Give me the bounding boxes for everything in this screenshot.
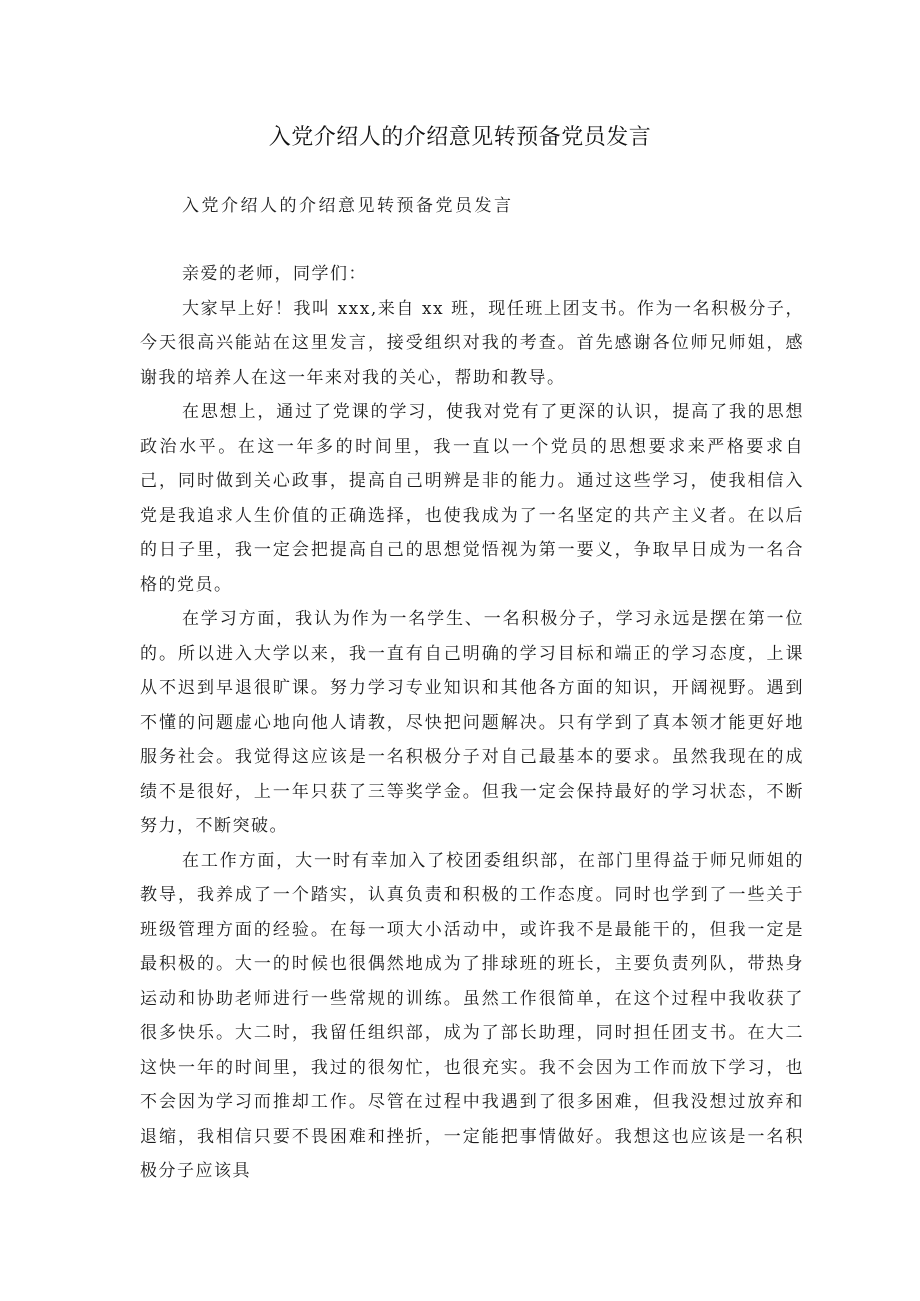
body-paragraph-study: 在学习方面，我认为作为一名学生、一名积极分子，学习永远是摆在第一位的。所以进入大学以来，我一直有自己明确的学习目标和端正的学习态度，上课从不迟到早退很旷课。努力学习专业知识和其他各方面的知识，开阔视野。遇到不懂的问题虚心地向他人请教，尽快把问题解决。只有学到了真本领才能更好地服务社会。我觉得这应该是一名积极分子对自己最基本的要求。虽然我现在的成绩不是很好，上一年只获了三等奖学金。但我一定会保持最好的学习状态，不断努力，不断突破。 — [140, 609, 804, 836]
document-subtitle: 入党介绍人的介绍意见转预备党员发言 — [182, 196, 514, 216]
greeting-paragraph: 亲爱的老师，同学们： — [182, 264, 367, 284]
document-title: 入党介绍人的介绍意见转预备党员发言 — [268, 125, 652, 150]
body-paragraph-intro: 大家早上好！我叫 xxx,来自 xx 班，现任班上团支书。作为一名积极分子，今天很高兴能站在这里发言，接受组织对我的考查。首先感谢各位师兄师姐，感谢我的培养人在这一年来对我的关心，帮助和教导。 — [140, 298, 804, 388]
body-paragraph-work: 在工作方面，大一时有幸加入了校团委组织部，在部门里得益于师兄师姐的教导，我养成了一个踏实，认真负责和积极的工作态度。同时也学到了一些关于班级管理方面的经验。在每一项大小活动中，或许我不是最能干的，但我一定是最积极的。大一的时候也很偶然地成为了排球班的班长，主要负责列队，带热身运动和协助老师进行一些常规的训练。虽然工作很简单，在这个过程中我收获了很多快乐。大二时，我留任组织部，成为了部长助理，同时担任团支书。在大二这快一年的时间里，我过的很匆忙，也很充实。我不会因为工作而放下学习，也不会因为学习而推却工作。尽管在过程中我遇到了很多困难，但我没想过放弃和退缩，我相信只要不畏困难和挫折，一定能把事情做好。我想这也应该是一名积极分子应该具 — [140, 850, 804, 1181]
body-paragraph-thought: 在思想上，通过了党课的学习，使我对党有了更深的认识，提高了我的思想政治水平。在这一年多的时间里，我一直以一个党员的思想要求来严格要求自己，同时做到关心政事，提高自己明辨是非的能力。通过这些学习，使我相信入党是我追求人生价值的正确选择，也使我成为了一名坚定的共产主义者。在以后的日子里，我一定会把提高自己的思想觉悟视为第一要义，争取早日成为一名合格的党员。 — [140, 402, 804, 595]
document-body — [140, 257, 804, 1189]
